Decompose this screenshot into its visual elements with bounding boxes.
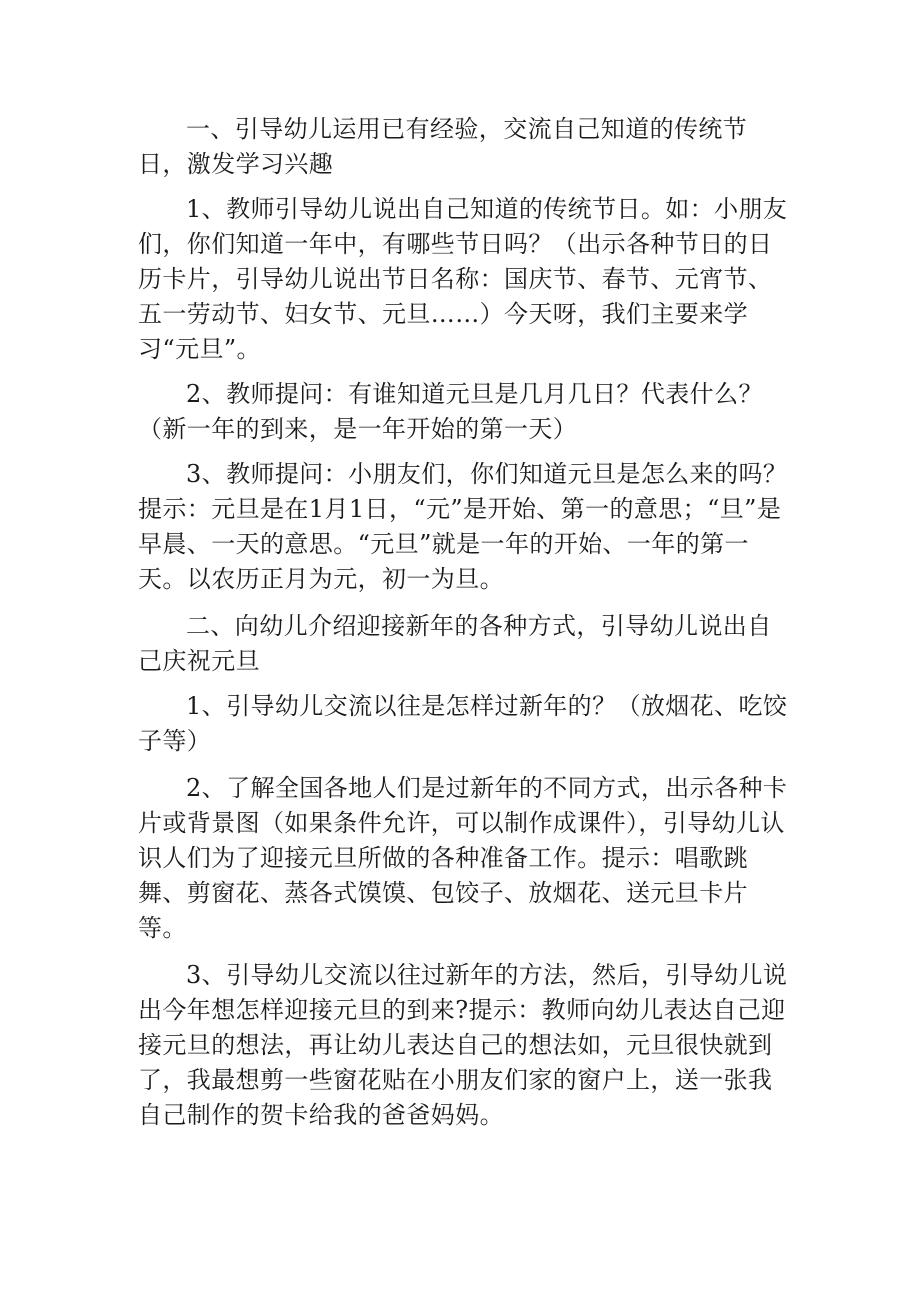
paragraph-2-2: 2、了解全国各地人们是过新年的不同方式，出示各种卡片或背景图（如果条件允许，可以制作成课件），引导幼儿认识人们为了迎接元旦所做的各种准备工作。提示：唱歌跳舞、剪窗花、蒸各式馍馍、包饺子、放烟花、送元旦卡片等。	[138, 774, 788, 942]
paragraph-1-1: 1、教师引导幼儿说出自己知道的传统节日。如：小朋友们，你们知道一年中，有哪些节日吗？（出示各种节日的日历卡片，引导幼儿说出节日名称：国庆节、春节、元宵节、五一劳动节、妇女节、元旦……）今天呀，我们主要来学习“元旦”。	[138, 195, 788, 363]
paragraph-1-3: 3、教师提问：小朋友们，你们知道元旦是怎么来的吗？提示：元旦是在1月1日，“元”是开始、第一的意思；“旦”是早晨、一天的意思。“元旦”就是一年的开始、一年的第一天。以农历正月为元，初一为旦。	[138, 460, 788, 593]
section-heading-2: 二、向幼儿介绍迎接新年的各种方式，引导幼儿说出自己庆祝元旦	[138, 612, 772, 675]
paragraph-2-1: 1、引导幼儿交流以往是怎样过新年的？（放烟花、吃饺子等）	[138, 692, 788, 755]
section-heading-1: 一、引导幼儿运用已有经验，交流自己知道的传统节日，激发学习兴趣	[138, 115, 748, 178]
paragraph-2-3: 3、引导幼儿交流以往过新年的方法，然后，引导幼儿说出今年想怎样迎接元旦的到来?提示：教师向幼儿表达自己迎接元旦的想法，再让幼儿表达自己的想法如，元旦很快就到了，我最想剪一些窗花贴在小朋友们家的窗户上，送一张我自己制作的贺卡给我的爸爸妈妈。	[138, 961, 788, 1129]
paragraph-1-2: 2、教师提问：有谁知道元旦是几月几日？代表什么？（新一年的到来，是一年开始的第一天）	[138, 380, 763, 443]
